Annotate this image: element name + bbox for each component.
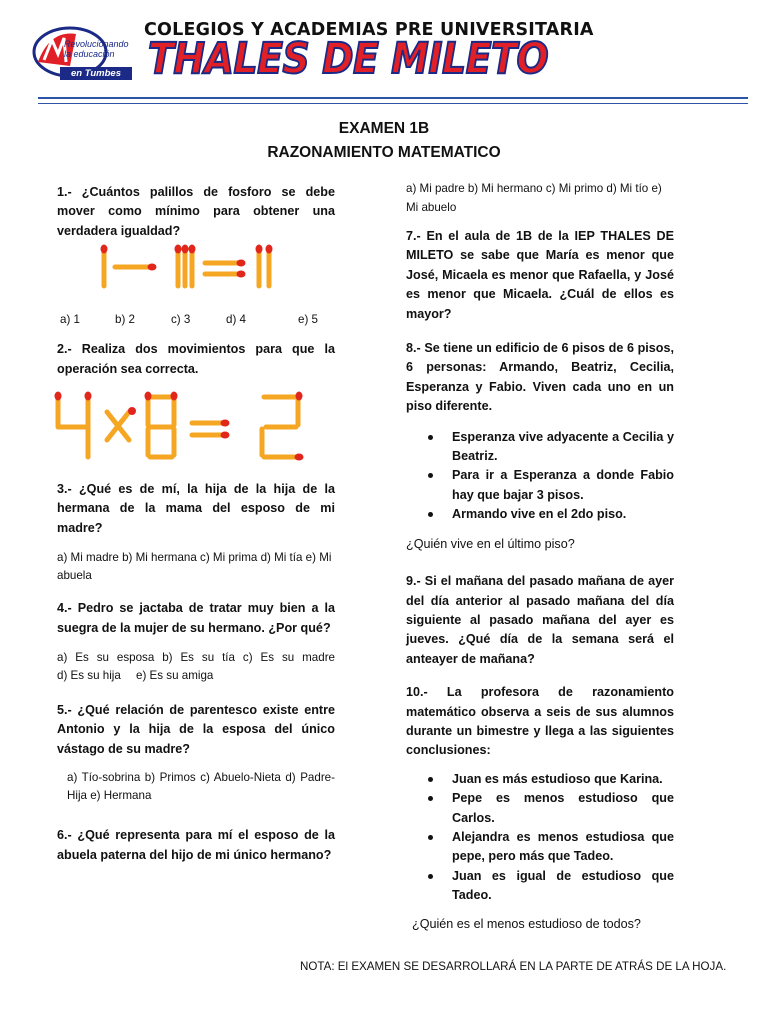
clue-item: Armando vive en el 2do piso. [406,505,674,524]
institution-name: THALES DE MILETO [148,34,549,84]
question-3-text: 3.- ¿Qué es de mí, la hija de la hija de la hermana de la mama del esposo de mi madre? [57,482,335,535]
option-e: e) 5 [298,313,318,327]
question-10-prompt: ¿Quién es el menos estudioso de todos? [412,916,641,931]
option-a: a) 1 [60,313,80,327]
header-rule-top [38,97,748,99]
clue-item: Pepe es menos estudioso que Carlos. [406,789,674,828]
question-6-text: 6.- ¿Qué representa para mí el esposo de la abuela paterna del hijo de mi único hermano? [57,828,335,862]
left-column [57,183,335,865]
question-4-options-line-1: a) Es su esposa b) Es su tía c) Es su madre [57,651,335,665]
exam-title: EXAMEN 1B [338,120,430,137]
question-9-text: 9.- Si el mañana del pasado mañana de ayer del día anterior al pasado mañana del día siguiente al pasado mañana del ayer es jueves. ¿Qué día de la semana será el anteayer de mañana? [406,574,674,666]
option-c: c) 3 [171,313,191,327]
question-1-options [57,311,335,329]
question-8-clues [406,428,674,525]
option-d: d) Es su hija [57,669,121,683]
option-e: e) Es su amiga [136,669,214,683]
question-7-text: 7.- En el aula de 1B de la IEP THALES DE MILETO se sabe que María es menor que José, Micaela es menor que Rafaella, y José es menor que Micaela. ¿Cuál de ellos es mayor? [406,229,674,321]
institution-type: COLEGIOS Y ACADEMIAS PRE UNIVERSITARIA [144,20,594,40]
clue-item: Esperanza vive adyacente a Cecilia y Beatriz. [406,428,674,467]
question-5-text: 5.- ¿Qué relación de parentesco existe entre Antonio y la hija de la esposa del único vástago de su madre? [57,703,335,756]
question-8-prompt: ¿Quién vive en el último piso? [406,536,575,551]
school-logo [30,22,138,82]
question-2-text: 2.- Realiza dos movimientos para que la operación sea correcta. [57,342,335,376]
option-b: b) 2 [115,313,135,327]
clue-item: Alejandra es menos estudiosa que pepe, pero más que Tadeo. [406,828,674,867]
clue-item: Juan es más estudioso que Karina. [406,770,674,789]
matchstick-equation-2-figure [52,385,330,467]
question-4-text: 4.- Pedro se jactaba de tratar muy bien a la suegra de la mujer de su hermano. ¿Por qué? [57,601,335,635]
page-header [0,0,768,100]
logo-place: en Tumbes [60,67,132,80]
exam-subject: RAZONAMIENTO MATEMATICO [267,144,501,161]
matchstick-equation-1-figure [57,241,335,297]
question-6-options: a) Mi padre b) Mi hermano c) Mi primo d) Mi tío e) Mi abuelo [406,182,662,214]
logo-tagline: Revolucionando la educación [64,39,129,59]
footer-note: NOTA: El EXAMEN SE DESARROLLARÁ EN LA PARTE DE ATRÁS DE LA HOJA. [300,960,727,973]
question-3-options: a) Mi madre b) Mi hermana c) Mi prima d) Mi tía e) Mi abuela [57,551,332,583]
question-1-text: 1.- ¿Cuántos palillos de fosforo se debe mover como mínimo para obtener una verdadera igualdad? [57,185,335,238]
question-4-options-line-2 [57,667,335,685]
clue-item: Juan es igual de estudioso que Tadeo. [406,867,674,906]
question-8-text: 8.- Se tiene un edificio de 6 pisos de 6 pisos, 6 personas: Armando, Beatriz, Cecilia, Esperanza y Fabio. Viven cada uno en un piso diferente. [406,341,674,414]
question-5-options: a) Tío-sobrina b) Primos c) Abuelo-Nieta d) Padre-Hija e) Hermana [67,771,335,803]
header-rule-bottom [38,103,748,104]
question-10-clues [406,770,674,906]
right-column [406,179,674,934]
question-10-text: 10.- La profesora de razonamiento matemático observa a seis de sus alumnos durante un bimestre y llega a las siguientes conclusiones: [406,685,674,758]
option-d: d) 4 [226,313,246,327]
clue-item: Para ir a Esperanza a donde Fabio hay que bajar 3 pisos. [406,466,674,505]
